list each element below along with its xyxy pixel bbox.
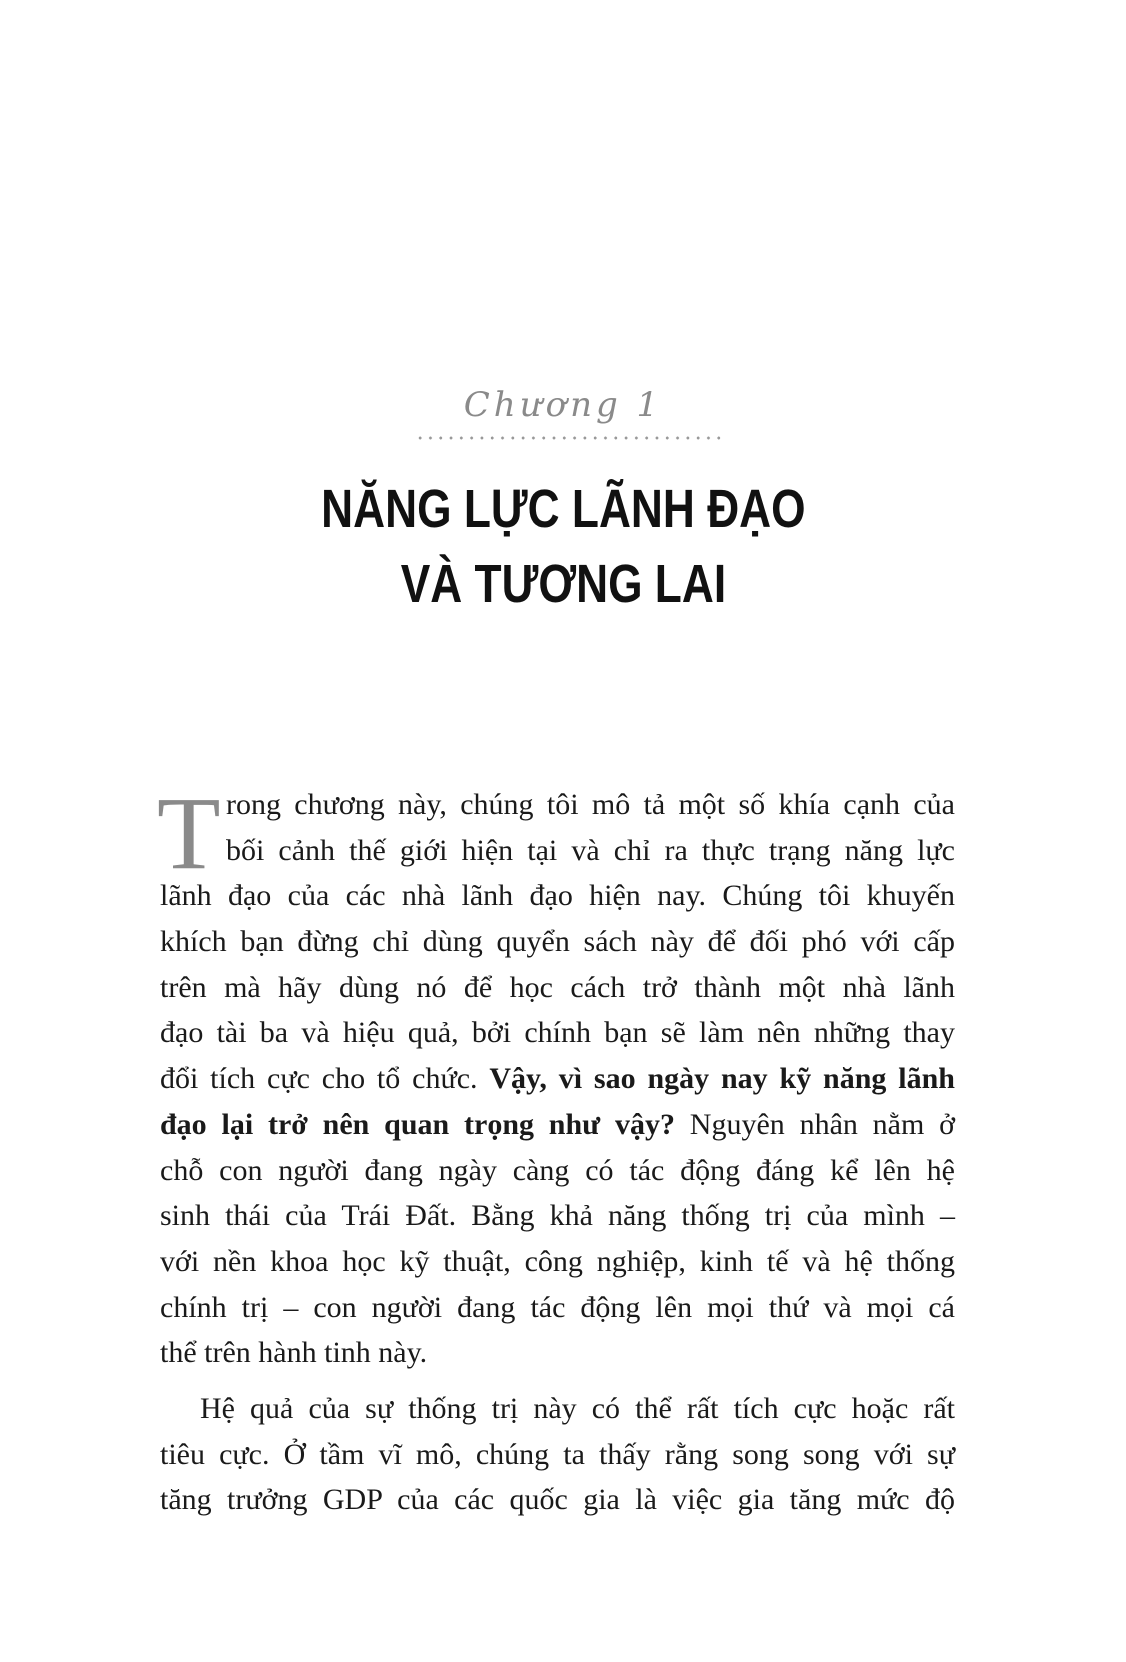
text-line [160, 919, 955, 965]
text-line [160, 1056, 955, 1102]
text-line [160, 1102, 955, 1148]
text-span: chỗ con người đang ngày càng có tác động đáng kể lên hệ [160, 1153, 955, 1187]
text-span: đổi tích cực cho tổ chức. [160, 1062, 490, 1096]
text-span: sinh thái của Trái Đất. Bằng khả năng thống trị của mình – [160, 1199, 955, 1233]
text-span: tiêu cực. Ở tầm vĩ mô, chúng ta thấy rằng song song với sự [160, 1437, 955, 1471]
bold-text: Vậy, vì sao ngày nay kỹ năng lãnh [489, 1062, 955, 1096]
text-line [160, 1285, 955, 1331]
text-line [160, 1477, 955, 1523]
paragraph-gap [160, 1376, 955, 1386]
title-text: VÀ TƯƠNG LAI [400, 554, 726, 614]
text-line [160, 1432, 955, 1478]
text-line [160, 965, 955, 1011]
text-span: tăng trưởng GDP của các quốc gia là việc gia tăng mức độ [160, 1483, 955, 1517]
text-line [160, 1386, 955, 1432]
text-line [160, 782, 955, 828]
text-span: Nguyên nhân nằm ở [674, 1107, 955, 1141]
bold-text: đạo lại trở nên quan trọng như vậy? [160, 1107, 675, 1141]
title-text: NĂNG LỰC LÃNH ĐẠO [320, 479, 806, 539]
text-span: lãnh đạo của các nhà lãnh đạo hiện nay. Chúng tôi khuyến [160, 879, 955, 913]
text-span: rong chương này, chúng tôi mô tả một số khía cạnh của [226, 788, 955, 821]
text-line [160, 1010, 955, 1056]
dotted-divider [415, 436, 725, 440]
text-line [160, 1148, 955, 1194]
text-span: thể trên hành tinh này. [160, 1336, 428, 1370]
text-line [160, 873, 955, 919]
text-line [160, 1330, 955, 1376]
chapter-label: Chương 1 [463, 385, 663, 425]
drop-cap: T [157, 776, 221, 891]
chapter-title-line-1 [0, 479, 1126, 539]
text-span: đạo tài ba và hiệu quả, bởi chính bạn sẽ làm nên những thay [160, 1016, 955, 1050]
text-line [160, 828, 955, 874]
text-line [160, 1239, 955, 1285]
text-span: trên mà hãy dùng nó để học cách trở thành một nhà lãnh [160, 970, 955, 1004]
text-span: bối cảnh thế giới hiện tại và chỉ ra thực trạng năng lực [226, 833, 955, 867]
text-span: khích bạn đừng chỉ dùng quyển sách này để đối phó với cấp [160, 925, 955, 959]
text-span: Hệ quả của sự thống trị này có thể rất tích cực hoặc rất [200, 1391, 955, 1425]
text-span: chính trị – con người đang tác động lên mọi thứ và mọi cá [160, 1290, 955, 1324]
chapter-title-line-2 [0, 554, 1126, 614]
text-span: với nền khoa học kỹ thuật, công nghiệp, kinh tế và hệ thống [160, 1244, 955, 1278]
text-line [160, 1193, 955, 1239]
body-text [160, 782, 955, 1523]
